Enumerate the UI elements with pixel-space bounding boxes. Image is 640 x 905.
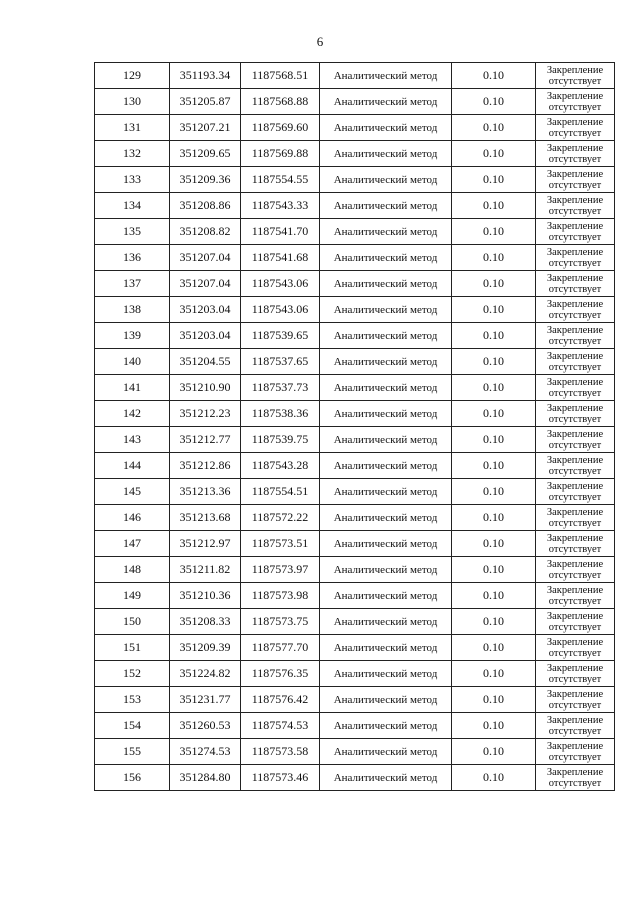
method-cell: Аналитический метод <box>320 115 452 141</box>
accuracy-cell: 0.10 <box>452 479 536 505</box>
fixation-text: отсутствует <box>548 699 602 711</box>
fixation-text: отсутствует <box>548 387 602 399</box>
fixation-text: Закрепление <box>546 324 604 336</box>
point-number-cell: 142 <box>95 401 170 427</box>
fixation-text: Закрепление <box>546 714 604 726</box>
point-number-cell: 132 <box>95 141 170 167</box>
fixation-text: отсутствует <box>548 725 602 737</box>
fixation-cell <box>536 479 615 505</box>
method-cell: Аналитический метод <box>320 661 452 687</box>
table-row <box>95 375 615 401</box>
point-number-cell: 139 <box>95 323 170 349</box>
y-coordinate-cell: 1187539.65 <box>241 323 320 349</box>
fixation-cell <box>536 245 615 271</box>
fixation-text: отсутствует <box>548 283 602 295</box>
y-coordinate-cell: 1187538.36 <box>241 401 320 427</box>
x-coordinate-cell: 351260.53 <box>170 713 241 739</box>
coordinates-table-body <box>95 63 615 791</box>
y-coordinate-cell: 1187569.88 <box>241 141 320 167</box>
method-cell: Аналитический метод <box>320 765 452 791</box>
x-coordinate-cell: 351209.39 <box>170 635 241 661</box>
table-row <box>95 323 615 349</box>
fixation-text: отсутствует <box>548 465 602 477</box>
point-number-cell: 149 <box>95 583 170 609</box>
fixation-text: Закрепление <box>546 246 604 258</box>
method-cell: Аналитический метод <box>320 219 452 245</box>
y-coordinate-cell: 1187573.46 <box>241 765 320 791</box>
method-cell: Аналитический метод <box>320 89 452 115</box>
accuracy-cell: 0.10 <box>452 401 536 427</box>
fixation-text: отсутствует <box>548 595 602 607</box>
table-row <box>95 167 615 193</box>
point-number-cell: 133 <box>95 167 170 193</box>
point-number-cell: 148 <box>95 557 170 583</box>
fixation-cell <box>536 427 615 453</box>
y-coordinate-cell: 1187569.60 <box>241 115 320 141</box>
fixation-cell <box>536 115 615 141</box>
accuracy-cell: 0.10 <box>452 661 536 687</box>
fixation-text: Закрепление <box>546 376 604 388</box>
table-row <box>95 557 615 583</box>
y-coordinate-cell: 1187543.06 <box>241 297 320 323</box>
accuracy-cell: 0.10 <box>452 557 536 583</box>
table-row <box>95 635 615 661</box>
y-coordinate-cell: 1187577.70 <box>241 635 320 661</box>
x-coordinate-cell: 351209.65 <box>170 141 241 167</box>
table-row <box>95 531 615 557</box>
table-row <box>95 89 615 115</box>
accuracy-cell: 0.10 <box>452 193 536 219</box>
x-coordinate-cell: 351204.55 <box>170 349 241 375</box>
method-cell: Аналитический метод <box>320 63 452 89</box>
fixation-text: Закрепление <box>546 90 604 102</box>
point-number-cell: 156 <box>95 765 170 791</box>
fixation-cell <box>536 401 615 427</box>
method-cell: Аналитический метод <box>320 687 452 713</box>
coordinates-table <box>94 62 615 791</box>
method-cell: Аналитический метод <box>320 531 452 557</box>
point-number-cell: 147 <box>95 531 170 557</box>
method-cell: Аналитический метод <box>320 739 452 765</box>
fixation-text: отсутствует <box>548 127 602 139</box>
point-number-cell: 131 <box>95 115 170 141</box>
method-cell: Аналитический метод <box>320 141 452 167</box>
fixation-cell <box>536 219 615 245</box>
fixation-cell <box>536 713 615 739</box>
fixation-cell <box>536 505 615 531</box>
fixation-cell <box>536 63 615 89</box>
fixation-text: отсутствует <box>548 647 602 659</box>
fixation-text: отсутствует <box>548 569 602 581</box>
fixation-text: отсутствует <box>548 309 602 321</box>
fixation-text: Закрепление <box>546 454 604 466</box>
accuracy-cell: 0.10 <box>452 505 536 531</box>
method-cell: Аналитический метод <box>320 375 452 401</box>
y-coordinate-cell: 1187572.22 <box>241 505 320 531</box>
x-coordinate-cell: 351211.82 <box>170 557 241 583</box>
fixation-text: отсутствует <box>548 153 602 165</box>
fixation-text: отсутствует <box>548 439 602 451</box>
point-number-cell: 135 <box>95 219 170 245</box>
fixation-text: отсутствует <box>548 413 602 425</box>
method-cell: Аналитический метод <box>320 323 452 349</box>
accuracy-cell: 0.10 <box>452 609 536 635</box>
point-number-cell: 140 <box>95 349 170 375</box>
fixation-text: Закрепление <box>546 506 604 518</box>
fixation-text: Закрепление <box>546 168 604 180</box>
fixation-cell <box>536 635 615 661</box>
accuracy-cell: 0.10 <box>452 323 536 349</box>
x-coordinate-cell: 351203.04 <box>170 297 241 323</box>
method-cell: Аналитический метод <box>320 193 452 219</box>
fixation-text: Закрепление <box>546 350 604 362</box>
fixation-cell <box>536 323 615 349</box>
fixation-text: Закрепление <box>546 194 604 206</box>
fixation-text: Закрепление <box>546 142 604 154</box>
fixation-text: Закрепление <box>546 636 604 648</box>
fixation-text: Закрепление <box>546 116 604 128</box>
table-row <box>95 141 615 167</box>
x-coordinate-cell: 351208.33 <box>170 609 241 635</box>
table-row <box>95 479 615 505</box>
x-coordinate-cell: 351207.21 <box>170 115 241 141</box>
y-coordinate-cell: 1187543.28 <box>241 453 320 479</box>
y-coordinate-cell: 1187543.06 <box>241 271 320 297</box>
y-coordinate-cell: 1187573.98 <box>241 583 320 609</box>
fixation-text: Закрепление <box>546 402 604 414</box>
point-number-cell: 141 <box>95 375 170 401</box>
fixation-text: отсутствует <box>548 491 602 503</box>
fixation-text: отсутствует <box>548 179 602 191</box>
point-number-cell: 145 <box>95 479 170 505</box>
method-cell: Аналитический метод <box>320 271 452 297</box>
fixation-text: Закрепление <box>546 220 604 232</box>
x-coordinate-cell: 351284.80 <box>170 765 241 791</box>
fixation-text: отсутствует <box>548 335 602 347</box>
fixation-text: Закрепление <box>546 298 604 310</box>
method-cell: Аналитический метод <box>320 557 452 583</box>
x-coordinate-cell: 351212.77 <box>170 427 241 453</box>
x-coordinate-cell: 351231.77 <box>170 687 241 713</box>
fixation-cell <box>536 739 615 765</box>
x-coordinate-cell: 351205.87 <box>170 89 241 115</box>
fixation-cell <box>536 193 615 219</box>
fixation-cell <box>536 141 615 167</box>
table-row <box>95 115 615 141</box>
fixation-cell <box>536 271 615 297</box>
point-number-cell: 136 <box>95 245 170 271</box>
point-number-cell: 137 <box>95 271 170 297</box>
fixation-text: Закрепление <box>546 766 604 778</box>
accuracy-cell: 0.10 <box>452 687 536 713</box>
x-coordinate-cell: 351212.97 <box>170 531 241 557</box>
y-coordinate-cell: 1187576.42 <box>241 687 320 713</box>
fixation-text: Закрепление <box>546 272 604 284</box>
method-cell: Аналитический метод <box>320 167 452 193</box>
y-coordinate-cell: 1187541.68 <box>241 245 320 271</box>
method-cell: Аналитический метод <box>320 583 452 609</box>
y-coordinate-cell: 1187573.51 <box>241 531 320 557</box>
point-number-cell: 134 <box>95 193 170 219</box>
point-number-cell: 138 <box>95 297 170 323</box>
y-coordinate-cell: 1187568.88 <box>241 89 320 115</box>
accuracy-cell: 0.10 <box>452 375 536 401</box>
fixation-cell <box>536 609 615 635</box>
fixation-text: отсутствует <box>548 257 602 269</box>
fixation-text: отсутствует <box>548 205 602 217</box>
page-number: 6 <box>316 34 324 49</box>
accuracy-cell: 0.10 <box>452 739 536 765</box>
point-number-cell: 150 <box>95 609 170 635</box>
fixation-text: Закрепление <box>546 480 604 492</box>
fixation-cell <box>536 89 615 115</box>
x-coordinate-cell: 351212.23 <box>170 401 241 427</box>
x-coordinate-cell: 351207.04 <box>170 245 241 271</box>
x-coordinate-cell: 351210.90 <box>170 375 241 401</box>
accuracy-cell: 0.10 <box>452 531 536 557</box>
fixation-cell <box>536 375 615 401</box>
accuracy-cell: 0.10 <box>452 245 536 271</box>
fixation-text: Закрепление <box>546 688 604 700</box>
x-coordinate-cell: 351193.34 <box>170 63 241 89</box>
accuracy-cell: 0.10 <box>452 141 536 167</box>
table-row <box>95 219 615 245</box>
method-cell: Аналитический метод <box>320 609 452 635</box>
accuracy-cell: 0.10 <box>452 63 536 89</box>
table-row <box>95 739 615 765</box>
method-cell: Аналитический метод <box>320 479 452 505</box>
y-coordinate-cell: 1187554.51 <box>241 479 320 505</box>
table-row <box>95 297 615 323</box>
point-number-cell: 143 <box>95 427 170 453</box>
fixation-text: Закрепление <box>546 428 604 440</box>
point-number-cell: 155 <box>95 739 170 765</box>
fixation-cell <box>536 557 615 583</box>
point-number-cell: 151 <box>95 635 170 661</box>
y-coordinate-cell: 1187574.53 <box>241 713 320 739</box>
x-coordinate-cell: 351212.86 <box>170 453 241 479</box>
x-coordinate-cell: 351208.82 <box>170 219 241 245</box>
accuracy-cell: 0.10 <box>452 713 536 739</box>
table-row <box>95 349 615 375</box>
table-row <box>95 453 615 479</box>
fixation-text: Закрепление <box>546 610 604 622</box>
fixation-text: отсутствует <box>548 777 602 789</box>
point-number-cell: 154 <box>95 713 170 739</box>
table-row <box>95 271 615 297</box>
y-coordinate-cell: 1187539.75 <box>241 427 320 453</box>
y-coordinate-cell: 1187554.55 <box>241 167 320 193</box>
x-coordinate-cell: 351213.68 <box>170 505 241 531</box>
method-cell: Аналитический метод <box>320 635 452 661</box>
y-coordinate-cell: 1187576.35 <box>241 661 320 687</box>
fixation-cell <box>536 453 615 479</box>
fixation-text: Закрепление <box>546 64 604 76</box>
fixation-text: отсутствует <box>548 231 602 243</box>
method-cell: Аналитический метод <box>320 401 452 427</box>
fixation-text: отсутствует <box>548 517 602 529</box>
y-coordinate-cell: 1187537.65 <box>241 349 320 375</box>
fixation-text: отсутствует <box>548 751 602 763</box>
point-number-cell: 153 <box>95 687 170 713</box>
accuracy-cell: 0.10 <box>452 167 536 193</box>
fixation-cell <box>536 661 615 687</box>
fixation-text: отсутствует <box>548 75 602 87</box>
y-coordinate-cell: 1187573.75 <box>241 609 320 635</box>
point-number-cell: 129 <box>95 63 170 89</box>
table-row <box>95 63 615 89</box>
accuracy-cell: 0.10 <box>452 635 536 661</box>
method-cell: Аналитический метод <box>320 245 452 271</box>
fixation-text: Закрепление <box>546 532 604 544</box>
table-row <box>95 193 615 219</box>
x-coordinate-cell: 351207.04 <box>170 271 241 297</box>
fixation-text: отсутствует <box>548 673 602 685</box>
x-coordinate-cell: 351203.04 <box>170 323 241 349</box>
point-number-cell: 144 <box>95 453 170 479</box>
table-row <box>95 245 615 271</box>
y-coordinate-cell: 1187537.73 <box>241 375 320 401</box>
x-coordinate-cell: 351208.86 <box>170 193 241 219</box>
table-row <box>95 687 615 713</box>
method-cell: Аналитический метод <box>320 427 452 453</box>
table-row <box>95 427 615 453</box>
fixation-text: отсутствует <box>548 543 602 555</box>
fixation-cell <box>536 531 615 557</box>
table-row <box>95 765 615 791</box>
fixation-cell <box>536 583 615 609</box>
method-cell: Аналитический метод <box>320 297 452 323</box>
accuracy-cell: 0.10 <box>452 271 536 297</box>
accuracy-cell: 0.10 <box>452 115 536 141</box>
x-coordinate-cell: 351224.82 <box>170 661 241 687</box>
fixation-text: отсутствует <box>548 361 602 373</box>
fixation-text: отсутствует <box>548 621 602 633</box>
fixation-text: отсутствует <box>548 101 602 113</box>
fixation-cell <box>536 765 615 791</box>
fixation-text: Закрепление <box>546 558 604 570</box>
point-number-cell: 130 <box>95 89 170 115</box>
fixation-text: Закрепление <box>546 662 604 674</box>
accuracy-cell: 0.10 <box>452 219 536 245</box>
y-coordinate-cell: 1187541.70 <box>241 219 320 245</box>
x-coordinate-cell: 351213.36 <box>170 479 241 505</box>
accuracy-cell: 0.10 <box>452 453 536 479</box>
accuracy-cell: 0.10 <box>452 427 536 453</box>
x-coordinate-cell: 351274.53 <box>170 739 241 765</box>
point-number-cell: 146 <box>95 505 170 531</box>
fixation-cell <box>536 167 615 193</box>
table-row <box>95 583 615 609</box>
accuracy-cell: 0.10 <box>452 765 536 791</box>
method-cell: Аналитический метод <box>320 505 452 531</box>
fixation-cell <box>536 297 615 323</box>
table-row <box>95 661 615 687</box>
fixation-text: Закрепление <box>546 740 604 752</box>
x-coordinate-cell: 351209.36 <box>170 167 241 193</box>
y-coordinate-cell: 1187573.58 <box>241 739 320 765</box>
fixation-text: Закрепление <box>546 584 604 596</box>
accuracy-cell: 0.10 <box>452 583 536 609</box>
method-cell: Аналитический метод <box>320 713 452 739</box>
table-row <box>95 505 615 531</box>
y-coordinate-cell: 1187573.97 <box>241 557 320 583</box>
x-coordinate-cell: 351210.36 <box>170 583 241 609</box>
method-cell: Аналитический метод <box>320 453 452 479</box>
method-cell: Аналитический метод <box>320 349 452 375</box>
y-coordinate-cell: 1187568.51 <box>241 63 320 89</box>
y-coordinate-cell: 1187543.33 <box>241 193 320 219</box>
table-row <box>95 609 615 635</box>
accuracy-cell: 0.10 <box>452 297 536 323</box>
table-row <box>95 713 615 739</box>
fixation-cell <box>536 687 615 713</box>
accuracy-cell: 0.10 <box>452 89 536 115</box>
accuracy-cell: 0.10 <box>452 349 536 375</box>
fixation-cell <box>536 349 615 375</box>
table-row <box>95 401 615 427</box>
point-number-cell: 152 <box>95 661 170 687</box>
